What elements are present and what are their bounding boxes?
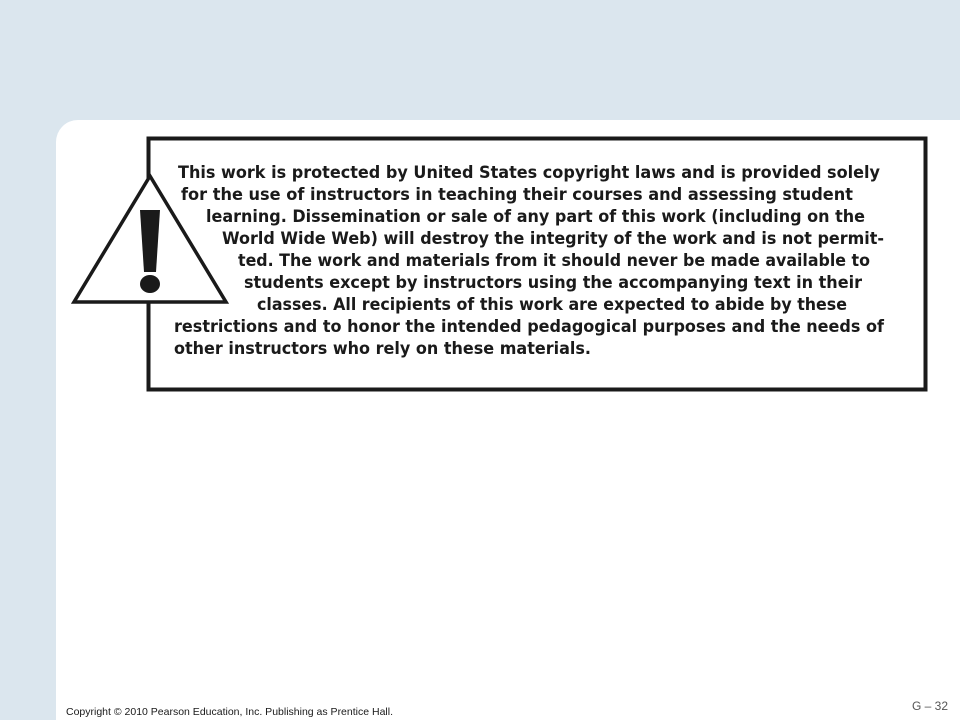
notice-line: This work is protected by United States copyright laws and is provided solely	[178, 162, 881, 182]
footer-copyright: Copyright © 2010 Pearson Education, Inc. Publishing as Prentice Hall.	[66, 706, 394, 718]
notice-line: learning. Dissemination or sale of any part of this work (including on the	[206, 206, 865, 226]
notice-line: students except by instructors using the accompanying text in their	[244, 272, 863, 292]
notice-line: for the use of instructors in teaching their courses and assessing student	[181, 184, 853, 204]
notice-line: ted. The work and materials from it should never be made available to	[238, 250, 870, 270]
notice-line: classes. All recipients of this work are expected to abide by these	[257, 294, 847, 314]
notice-line: restrictions and to honor the intended pedagogical purposes and the needs of	[174, 316, 885, 336]
notice-line: other instructors who rely on these materials.	[174, 338, 591, 358]
slide-number: G – 32	[911, 699, 948, 713]
copyright-notice	[70, 134, 932, 396]
notice-line: World Wide Web) will destroy the integrity of the work and is not permit-	[222, 228, 885, 248]
